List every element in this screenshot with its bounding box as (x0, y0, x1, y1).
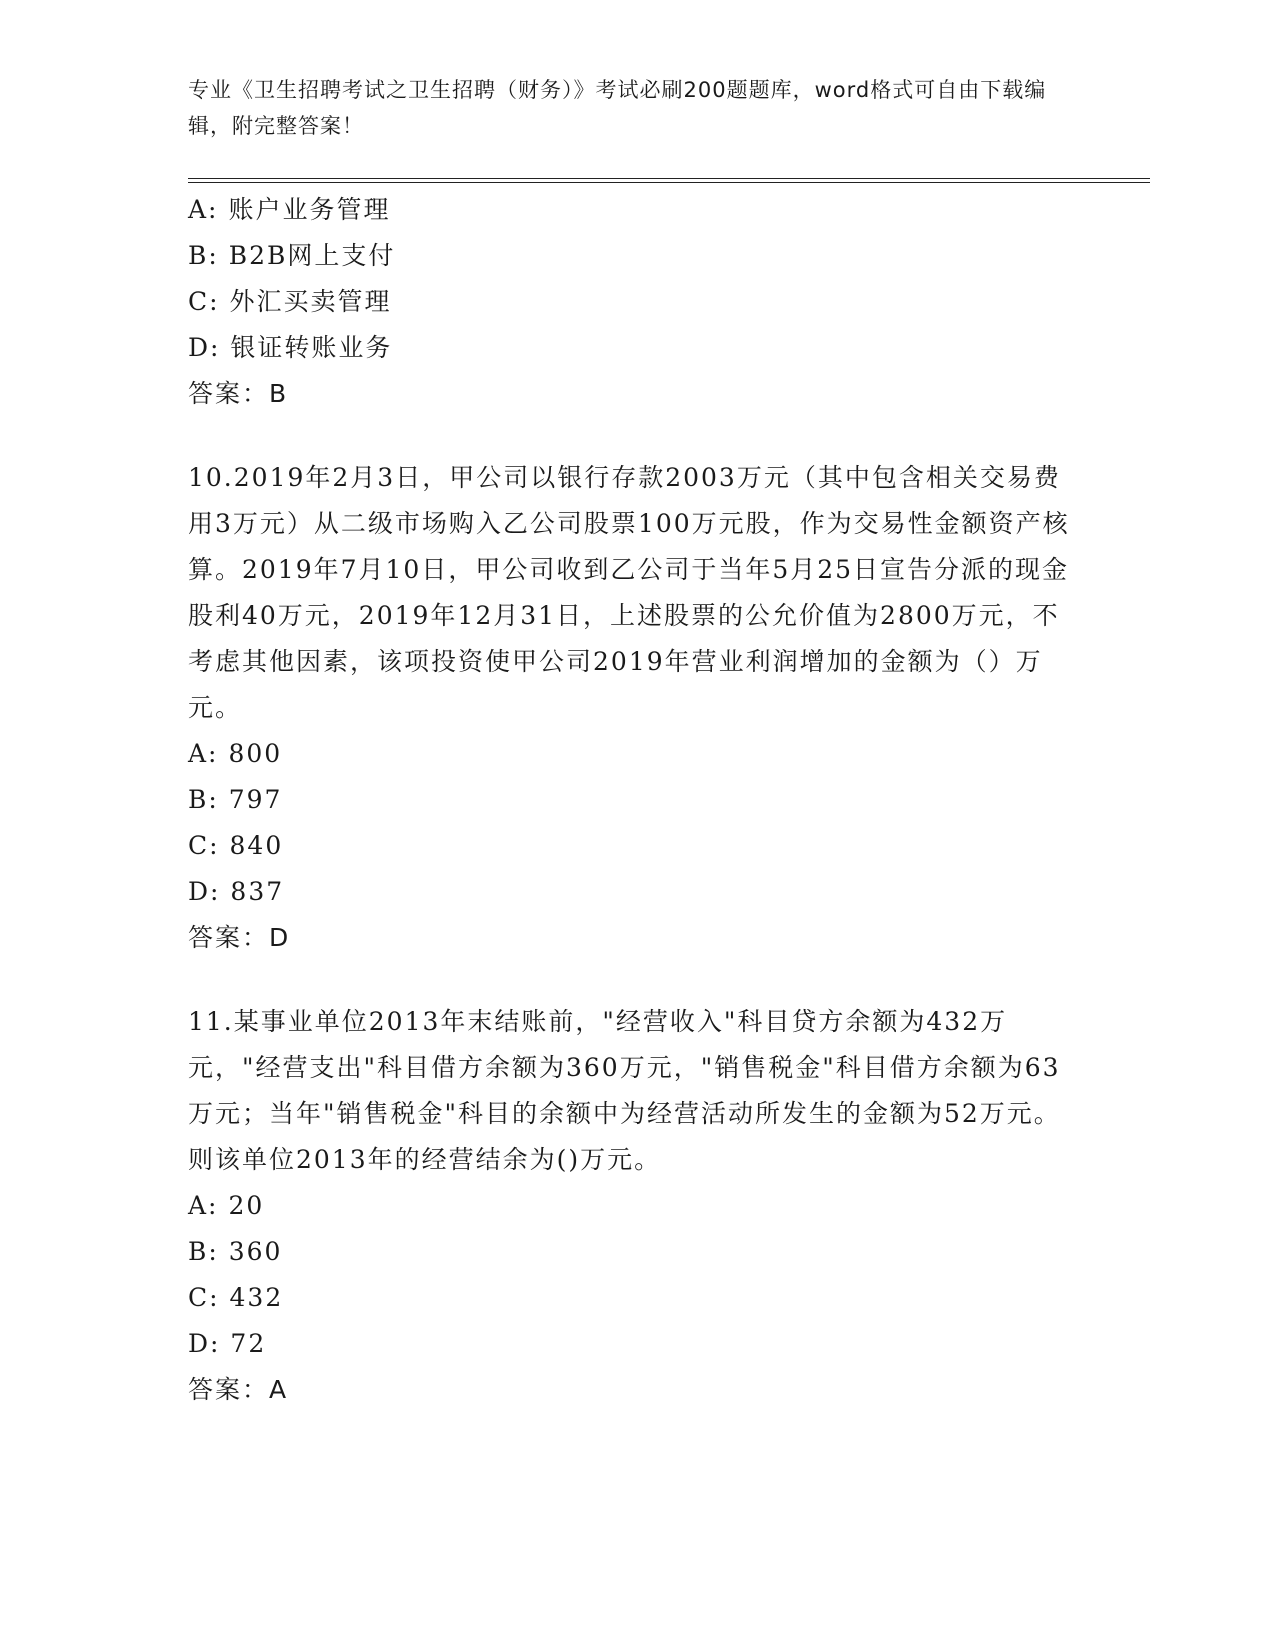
header-divider-bottom (188, 182, 1150, 183)
option-text: 797 (228, 785, 283, 814)
question-11-text: 11.某事业单位2013年末结账前，"经营收入"科目贷方余额为432万元，"经营支出"科目借方余额为360万元，"销售税金"科目借方余额为63万元；当年"销售税金"科目的余额中为经营活动所发生的金额为52万元。则该单位2013年的经营结余为()万元。 (188, 1007, 1061, 1174)
option-c (188, 823, 1088, 869)
option-text: 800 (228, 739, 283, 768)
question-content (188, 187, 1088, 1413)
option-a (188, 187, 1088, 233)
answer-line: 答案：B (188, 379, 289, 408)
option-letter: B: (188, 241, 219, 270)
option-letter: A: (188, 739, 219, 768)
option-c (188, 279, 1088, 325)
option-a (188, 731, 1088, 777)
header-note: 专业《卫生招聘考试之卫生招聘（财务）》考试必刷200题题库，word格式可自由下载编辑，附完整答案！ (188, 78, 1047, 138)
option-letter: B: (188, 1237, 219, 1266)
answer-line: 答案：A (188, 1375, 289, 1404)
question-9-options (188, 187, 1088, 417)
option-text: 360 (228, 1237, 283, 1266)
option-text: 432 (229, 1283, 284, 1312)
option-d (188, 325, 1088, 371)
option-b (188, 233, 1088, 279)
option-d (188, 869, 1088, 915)
option-a (188, 1183, 1088, 1229)
option-letter: C: (188, 831, 220, 860)
answer-line: 答案：D (188, 923, 291, 952)
option-letter: D: (188, 877, 221, 906)
option-text: 银证转账业务 (230, 333, 393, 362)
option-b (188, 777, 1088, 823)
option-text: B2B网上支付 (228, 241, 396, 270)
option-letter: C: (188, 1283, 220, 1312)
option-letter: C: (188, 287, 220, 316)
option-text: 72 (230, 1329, 267, 1358)
option-letter: D: (188, 333, 221, 362)
option-text: 837 (230, 877, 285, 906)
option-text: 外汇买卖管理 (229, 287, 392, 316)
header-divider-top (188, 178, 1150, 179)
option-letter: D: (188, 1329, 221, 1358)
option-letter: A: (188, 195, 219, 224)
option-text: 20 (228, 1191, 265, 1220)
question-11-options (188, 1183, 1088, 1413)
option-d (188, 1321, 1088, 1367)
option-c (188, 1275, 1088, 1321)
option-text: 840 (229, 831, 284, 860)
question-10-options (188, 731, 1088, 961)
question-10-text: 10.2019年2月3日，甲公司以银行存款2003万元（其中包含相关交易费用3万元）从二级市场购入乙公司股票100万元股，作为交易性金额资产核算。2019年7月10日，甲公司收到乙公司于当年5月25日宣告分派的现金股利40万元，2019年12月31日，上述股票的公允价值为2800万元，不考虑其他因素，该项投资使甲公司2019年营业利润增加的金额为（）万元。 (188, 463, 1070, 722)
option-b (188, 1229, 1088, 1275)
option-letter: A: (188, 1191, 219, 1220)
option-text: 账户业务管理 (228, 195, 391, 224)
option-letter: B: (188, 785, 219, 814)
